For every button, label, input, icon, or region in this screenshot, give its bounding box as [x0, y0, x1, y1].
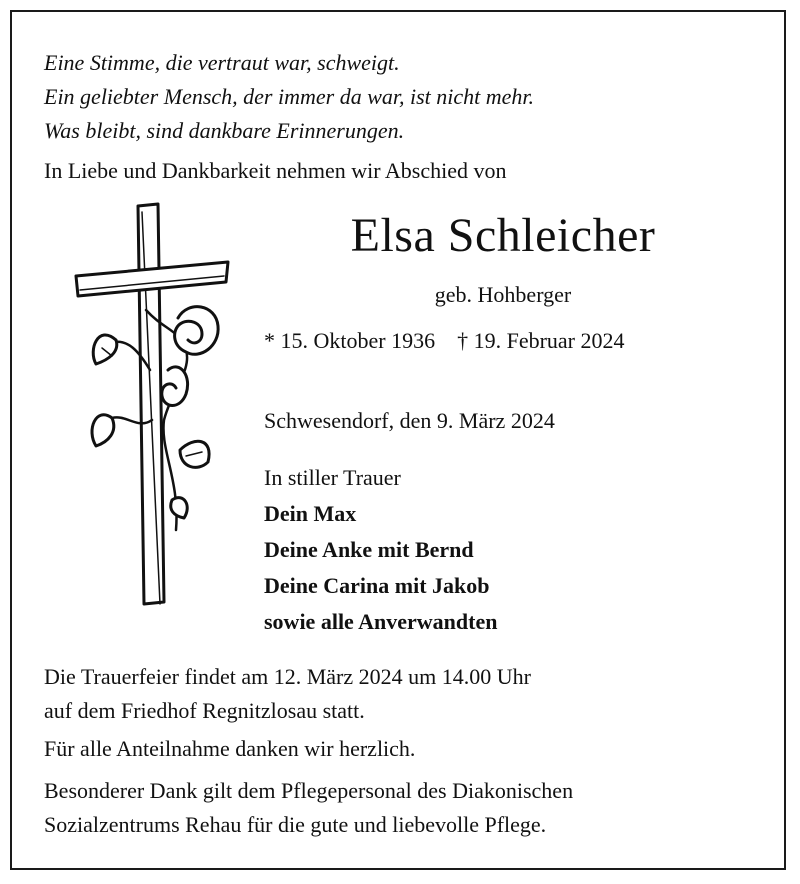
- poem: [44, 46, 534, 148]
- poem-line: Ein geliebter Mensch, der immer da war, ist nicht mehr.: [44, 84, 535, 109]
- place-and-date: Schwesendorf, den 9. März 2024: [264, 408, 555, 433]
- funeral-line: Die Trauerfeier findet am 12. März 2024 um 14.00 Uhr: [44, 664, 531, 689]
- mourner-name: sowie alle Anverwandten: [264, 609, 498, 634]
- life-dates: [264, 328, 647, 354]
- mourner-name: Dein Max: [264, 501, 357, 526]
- death-date: † 19. Februar 2024: [457, 328, 625, 353]
- poem-line: Eine Stimme, die vertraut war, schweigt.: [44, 50, 400, 75]
- mourner-name: Deine Anke mit Bernd: [264, 537, 474, 562]
- deceased-name: Elsa Schleicher: [350, 209, 656, 262]
- special-thanks-line: Besonderer Dank gilt dem Pflegepersonal des Diakonischen: [44, 778, 574, 803]
- cross-with-roses-icon: [68, 200, 238, 610]
- mourners-heading: In stiller Trauer: [264, 465, 401, 490]
- poem-line: Was bleibt, sind dankbare Erinnerungen.: [44, 118, 405, 143]
- birth-date: * 15. Oktober 1936: [264, 328, 436, 353]
- intro-text: In Liebe und Dankbarkeit nehmen wir Abschied von: [44, 158, 507, 183]
- thanks-text: Für alle Anteilnahme danken wir herzlich.: [44, 736, 416, 761]
- mourners-block: [264, 460, 497, 640]
- special-thanks: [44, 774, 573, 842]
- funeral-line: auf dem Friedhof Regnitzlosau statt.: [44, 698, 365, 723]
- funeral-notice: [44, 660, 531, 728]
- mourner-name: Deine Carina mit Jakob: [264, 573, 490, 598]
- birth-name: geb. Hohberger: [434, 282, 572, 307]
- special-thanks-line: Sozialzentrums Rehau für die gute und liebevolle Pflege.: [44, 812, 547, 837]
